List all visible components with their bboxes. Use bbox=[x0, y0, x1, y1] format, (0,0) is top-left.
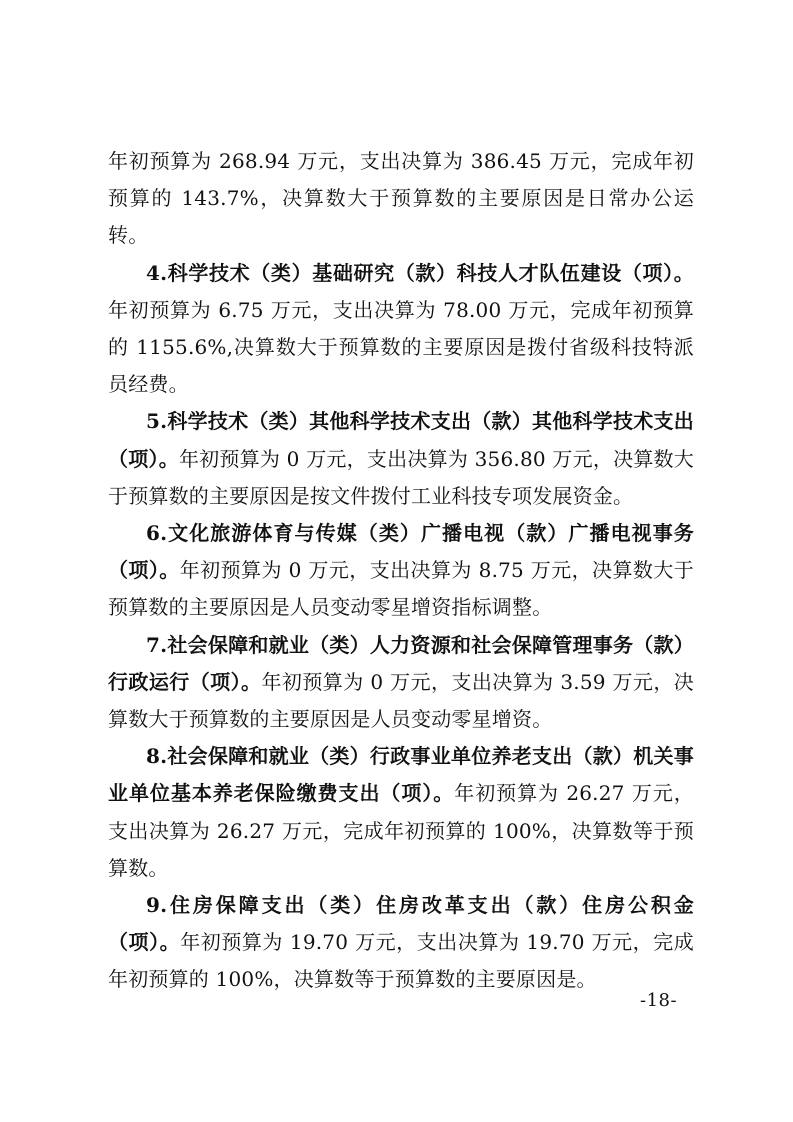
paragraph-heading: 8.社会保障和就业（类）行政事业单位养老支出（款）机关事业单位基本养老保险缴费支出（项）。 bbox=[108, 744, 694, 806]
paragraph-body: 年初预算为 268.94 万元，支出决算为 386.45 万元，完成年初预算的 143.7%，决算数大于预算数的主要原因是日常办公运转。 bbox=[108, 149, 694, 248]
page-number: -18- bbox=[640, 990, 678, 1011]
paragraph-body: 年初预算为 0 万元，支出决算为 356.80 万元，决算数大于预算数的主要原因是按文件拨付工业科技专项发展资金。 bbox=[108, 446, 694, 508]
paragraph-heading: 4.科学技术（类）基础研究（款）科技人才队伍建设（项）。 bbox=[146, 260, 694, 285]
paragraph-item-5 bbox=[108, 403, 694, 515]
paragraph-body: 年初预算为 19.70 万元，支出决算为 19.70 万元，完成年初预算的 100%，决算数等于预算数的主要原因是。 bbox=[108, 930, 694, 992]
document-body bbox=[108, 143, 694, 999]
paragraph-heading: 9.住房保障支出（类）住房改革支出（款）住房公积金（项）。 bbox=[108, 893, 694, 955]
paragraph-heading: 6.文化旅游体育与传媒（类）广播电视（款）广播电视事务（项）。 bbox=[108, 521, 694, 583]
paragraph-item-7 bbox=[108, 627, 694, 739]
paragraph-item-9 bbox=[108, 887, 694, 999]
paragraph-continuation bbox=[108, 143, 694, 255]
paragraph-body: 年初预算为 0 万元，支出决算为 3.59 万元，决算数大于预算数的主要原因是人员变动零星增资。 bbox=[108, 669, 694, 732]
paragraph-item-8 bbox=[108, 738, 694, 887]
paragraph-item-4 bbox=[108, 255, 694, 404]
paragraph-body: 年初预算为 0 万元，支出决算为 8.75 万元，决算数大于预算数的主要原因是人员变动零星增资指标调整。 bbox=[108, 558, 694, 620]
paragraph-heading: 7.社会保障和就业（类）人力资源和社会保障管理事务（款）行政运行（项）。 bbox=[108, 632, 694, 694]
paragraph-heading: 5.科学技术（类）其他科学技术支出（款）其他科学技术支出（项）。 bbox=[108, 409, 694, 471]
paragraph-body: 年初预算为 26.27 万元，支出决算为 26.27 万元，完成年初预算的 100%，决算数等于预算数。 bbox=[108, 781, 694, 880]
paragraph-item-6 bbox=[108, 515, 694, 627]
paragraph-body: 年初预算为 6.75 万元，支出决算为 78.00 万元，完成年初预算的 1155.6%,决算数大于预算数的主要原因是拨付省级科技特派员经费。 bbox=[108, 297, 694, 397]
